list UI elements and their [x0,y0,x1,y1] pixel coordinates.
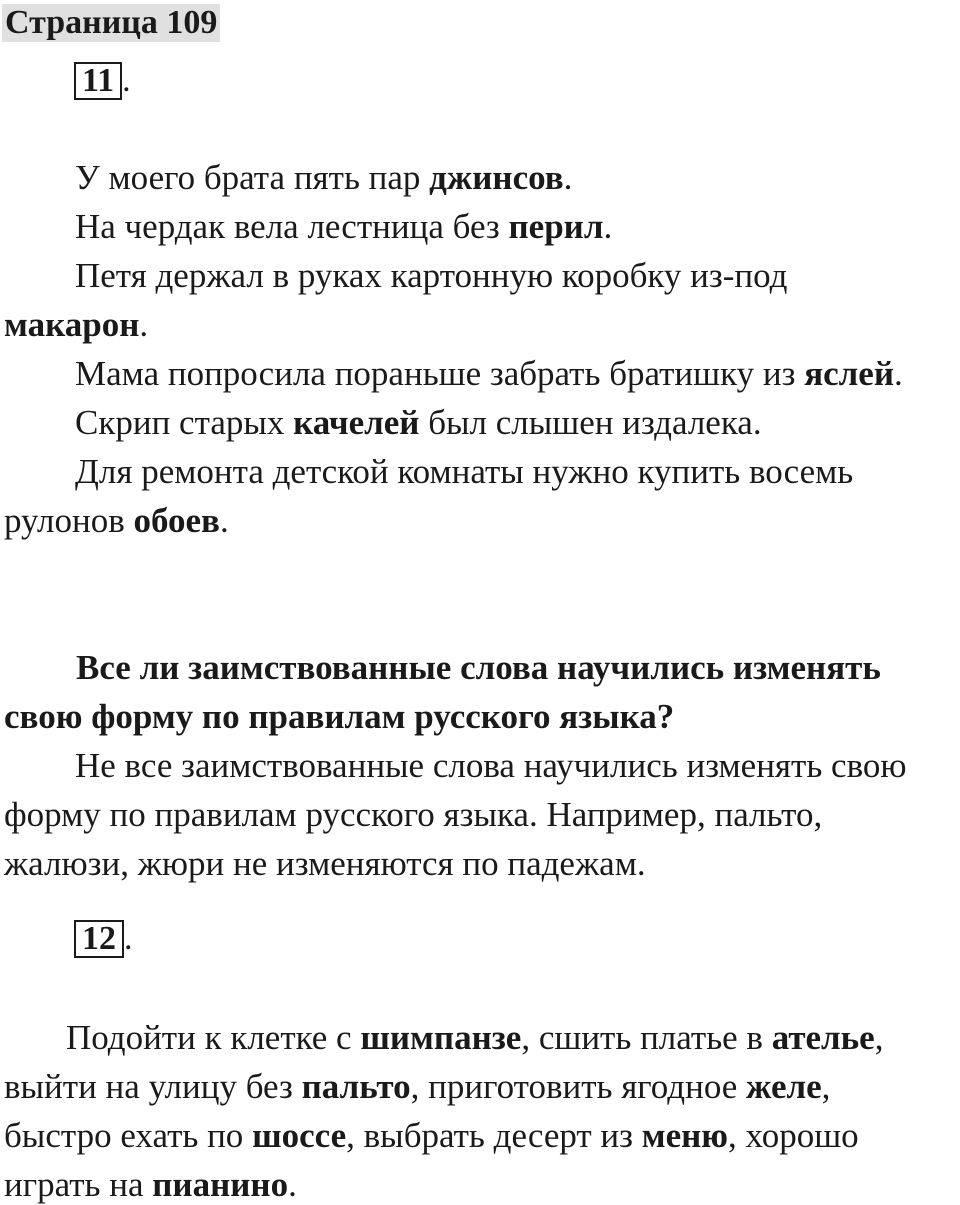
sentence-text: У моего брата пять пар [75,158,430,197]
answer-line: Не все заимствованные слова научились изменять свою [75,746,907,785]
answer-line: форму по правилам русского языка. Например, пальто, [4,795,823,834]
highlighted-word: шоссе [252,1116,347,1155]
highlighted-word: пианино [152,1165,289,1204]
sentence-line [75,403,762,443]
highlighted-word: шимпанзе [360,1018,522,1057]
sentence-text: Для ремонта детской комнаты нужно купить восемь [75,452,854,491]
phrase-text: , приготовить ягодное [410,1067,747,1106]
phrase-text: , хорошо [728,1116,859,1155]
sentence-text: . [603,207,613,246]
highlighted-word: перил [508,207,604,246]
highlighted-word: меню [641,1116,729,1155]
highlighted-word: пальто [301,1067,411,1106]
highlighted-word: ателье [771,1018,875,1057]
sentence-line [75,207,612,247]
sentence-line [75,354,903,394]
highlighted-word: качелей [293,403,420,442]
sentence-line [4,305,148,345]
task-number-box: 12 [74,920,124,958]
answer-line: жалюзи, жюри не изменяются по падежам. [4,844,646,883]
sentence-text: . [563,158,573,197]
sentence-line [75,452,853,492]
task-number-box: 11 [74,62,122,100]
sentence-line [4,501,229,541]
sentence-text: . [894,354,903,393]
phrase-line [4,1165,297,1205]
highlighted-word: обоев [133,501,220,540]
page-title: Страница 109 [2,4,220,42]
sentence-text: Скрип старых [75,403,294,442]
sentence-line [75,158,572,198]
sentence-text: рулонов [4,501,134,540]
highlighted-word: джинсов [429,158,564,197]
phrase-text: , [874,1018,884,1057]
question-line: Все ли заимствованные слова научились изменять [76,648,881,687]
phrase-line [4,1067,830,1107]
sentence-text: На чердак вела лестница без [75,207,509,246]
highlighted-word: яслей [804,354,894,393]
question-line: свою форму по правилам русского языка? [4,697,675,736]
sentence-text: Мама попросила пораньше забрать братишку из [75,354,805,393]
phrase-text: , сшить платье в [521,1018,772,1057]
sentence-text: был слышен издалека. [419,403,762,442]
highlighted-word: желе [746,1067,822,1106]
phrase-line [66,1018,883,1058]
sentence-text: . [139,305,149,344]
phrase-text: , выбрать десерт из [346,1116,642,1155]
phrase-text: . [288,1165,297,1204]
phrase-line [4,1116,859,1156]
sentence-line [75,256,787,296]
phrase-text: , [821,1067,831,1106]
phrase-text: играть на [4,1165,153,1204]
sentence-text: . [219,501,229,540]
task-number-dot: . [124,920,133,957]
phrase-text: Подойти к клетке с [66,1018,361,1057]
task-number-12 [74,920,133,958]
highlighted-word: макарон [4,305,140,344]
phrase-text: выйти на улицу без [4,1067,302,1106]
sentence-text: Петя держал в руках картонную коробку из-под [75,256,788,295]
phrase-text: быстро ехать по [4,1116,253,1155]
task-number-dot: . [122,62,131,99]
task-number-11 [74,62,131,100]
